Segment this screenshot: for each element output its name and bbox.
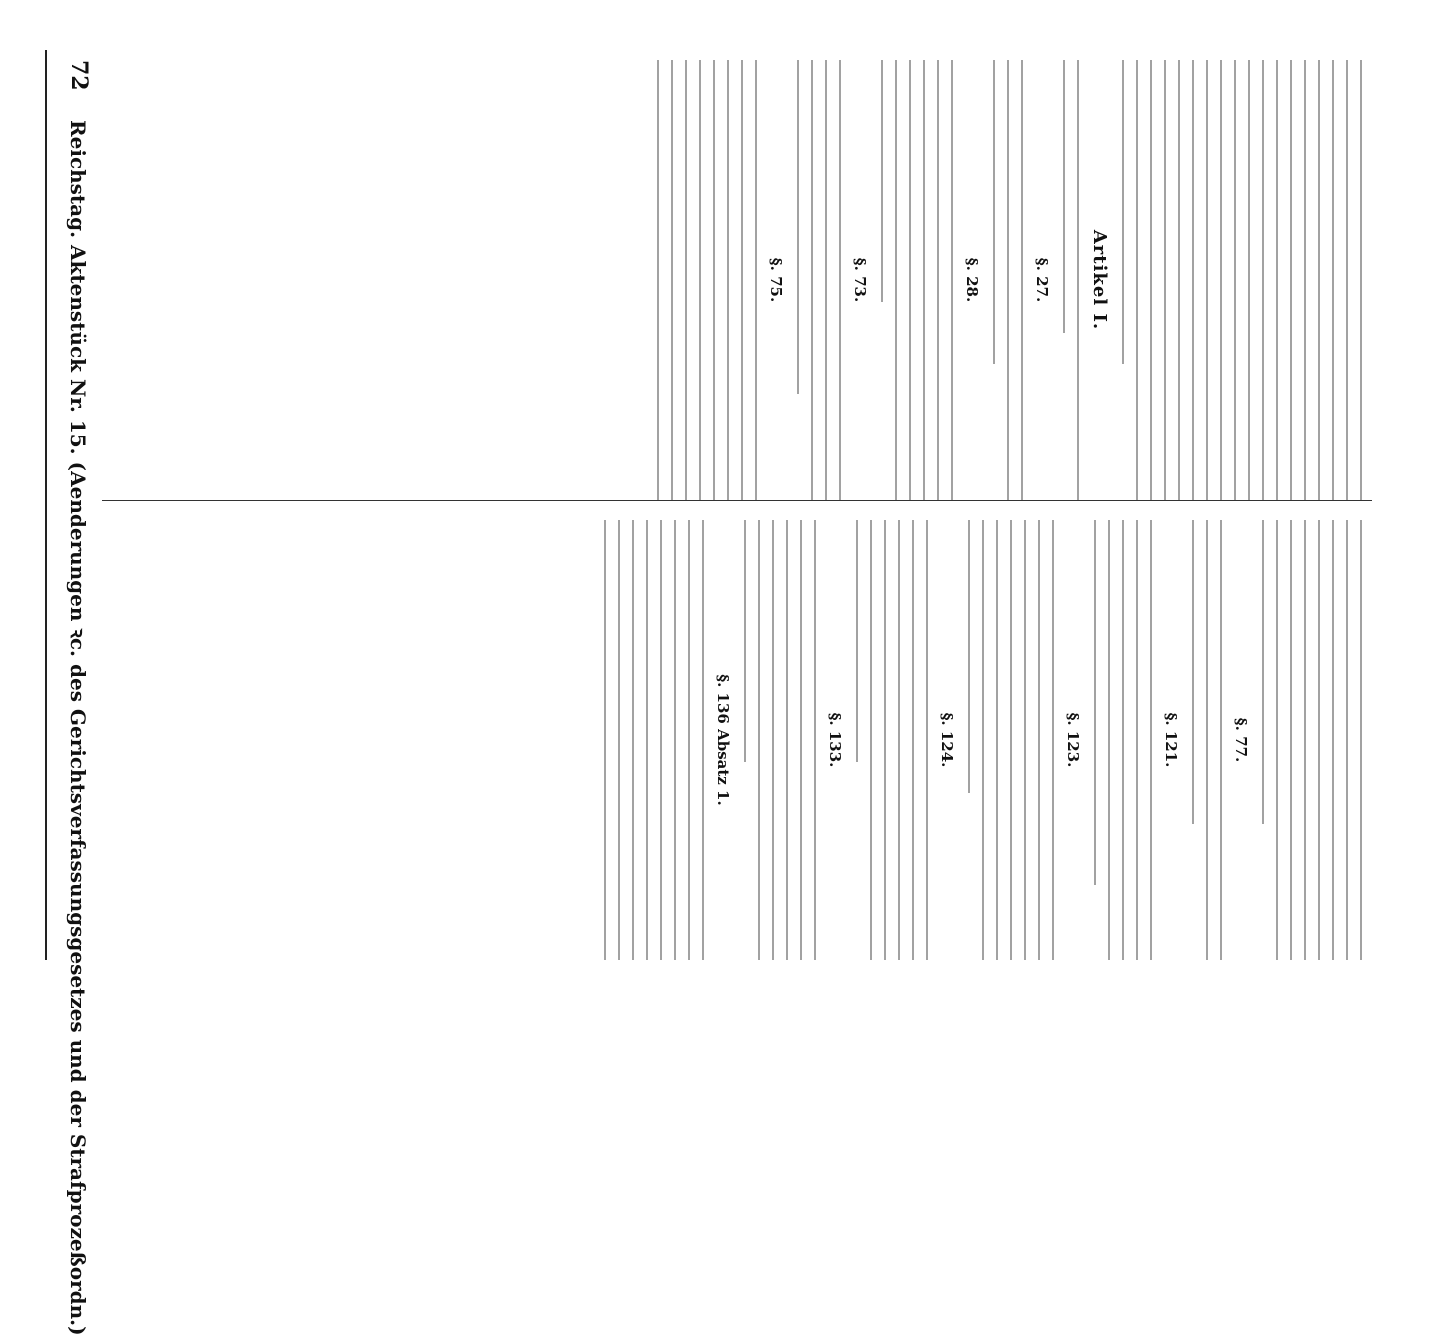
text-line — [1122, 520, 1124, 960]
text-line — [1052, 520, 1054, 960]
right-column — [102, 520, 1372, 960]
text-line — [1234, 60, 1236, 500]
text-line — [1024, 520, 1026, 960]
text-line — [702, 520, 704, 960]
text-line — [1220, 520, 1222, 960]
text-line — [1063, 60, 1065, 333]
text-line — [1248, 60, 1250, 500]
text-line — [996, 520, 998, 960]
text-line — [870, 520, 872, 960]
text-line — [937, 60, 939, 500]
text-line — [884, 520, 886, 960]
section-heading: §. 77. — [1232, 717, 1250, 763]
text-line — [674, 520, 676, 960]
left-column — [102, 60, 1372, 500]
section-heading: §. 73. — [851, 257, 869, 303]
text-line — [1332, 60, 1334, 500]
text-line — [646, 520, 648, 960]
text-line — [741, 60, 743, 500]
text-line — [1094, 520, 1096, 885]
text-line — [1206, 60, 1208, 500]
text-line — [1262, 60, 1264, 500]
section-heading: §. 124. — [938, 712, 956, 768]
text-line — [1262, 520, 1264, 824]
text-line — [632, 520, 634, 960]
text-line — [1290, 60, 1292, 500]
text-line — [881, 60, 883, 302]
text-line — [713, 60, 715, 500]
text-line — [800, 520, 802, 960]
text-line — [772, 520, 774, 960]
text-line — [660, 520, 662, 960]
text-line — [1038, 520, 1040, 960]
text-line — [657, 60, 659, 500]
text-line — [923, 60, 925, 500]
text-line — [758, 520, 760, 960]
text-line — [909, 60, 911, 500]
text-line — [786, 520, 788, 960]
text-line — [1077, 60, 1079, 500]
text-line — [1346, 60, 1348, 500]
section-heading: §. 75. — [767, 257, 785, 303]
text-line — [814, 520, 816, 960]
text-line — [755, 60, 757, 500]
text-line — [1304, 520, 1306, 960]
text-line — [1304, 60, 1306, 500]
text-line — [1010, 520, 1012, 960]
text-line — [1178, 60, 1180, 500]
text-line — [968, 520, 970, 793]
text-line — [1136, 520, 1138, 960]
section-heading: §. 27. — [1033, 257, 1051, 303]
header-rule — [45, 50, 47, 960]
text-line — [699, 60, 701, 500]
text-line — [993, 60, 995, 364]
text-line — [688, 520, 690, 960]
text-line — [1318, 520, 1320, 960]
text-line — [671, 60, 673, 500]
text-line — [926, 520, 928, 960]
text-line — [825, 60, 827, 500]
text-line — [618, 520, 620, 960]
text-line — [1150, 520, 1152, 960]
text-line — [898, 520, 900, 960]
running-header: Reichstag. Aktenstück Nr. 15. (Aenderungen ꝛc. des Gerichtsverfassungsgesetzes und der Strafprozeßordn.) — [66, 120, 90, 1336]
text-line — [1192, 520, 1194, 824]
text-line — [1360, 60, 1362, 500]
text-line — [1346, 520, 1348, 960]
column-divider — [102, 500, 1372, 501]
text-line — [1164, 60, 1166, 500]
section-heading: §. 28. — [963, 257, 981, 303]
section-heading: §. 133. — [826, 712, 844, 768]
text-line — [1150, 60, 1152, 500]
text-line — [1136, 60, 1138, 500]
text-line — [727, 60, 729, 500]
text-line — [839, 60, 841, 500]
text-line — [1192, 60, 1194, 500]
text-line — [1021, 60, 1023, 500]
text-line — [1007, 60, 1009, 500]
text-line — [1122, 60, 1124, 364]
text-line — [1220, 60, 1222, 500]
text-line — [1318, 60, 1320, 500]
text-line — [1108, 520, 1110, 960]
text-line — [1360, 520, 1362, 960]
page-header — [52, 60, 92, 1336]
text-line — [811, 60, 813, 500]
text-line — [1290, 520, 1292, 960]
text-line — [1332, 520, 1334, 960]
text-line — [912, 520, 914, 960]
text-line — [1276, 60, 1278, 500]
section-heading: §. 123. — [1064, 712, 1082, 768]
text-line — [685, 60, 687, 500]
section-heading: Artikel I. — [1089, 229, 1110, 331]
text-line — [1276, 520, 1278, 960]
page-number: 72 — [66, 60, 92, 91]
text-line — [744, 520, 746, 762]
text-line — [982, 520, 984, 960]
text-line — [604, 520, 606, 960]
digitization-credit — [1412, 30, 1426, 990]
section-heading: §. 136 Absatz 1. — [714, 674, 732, 806]
text-line — [797, 60, 799, 394]
text-line — [895, 60, 897, 500]
section-heading: §. 121. — [1162, 712, 1180, 768]
text-line — [951, 60, 953, 500]
text-line — [1206, 520, 1208, 960]
text-line — [856, 520, 858, 762]
